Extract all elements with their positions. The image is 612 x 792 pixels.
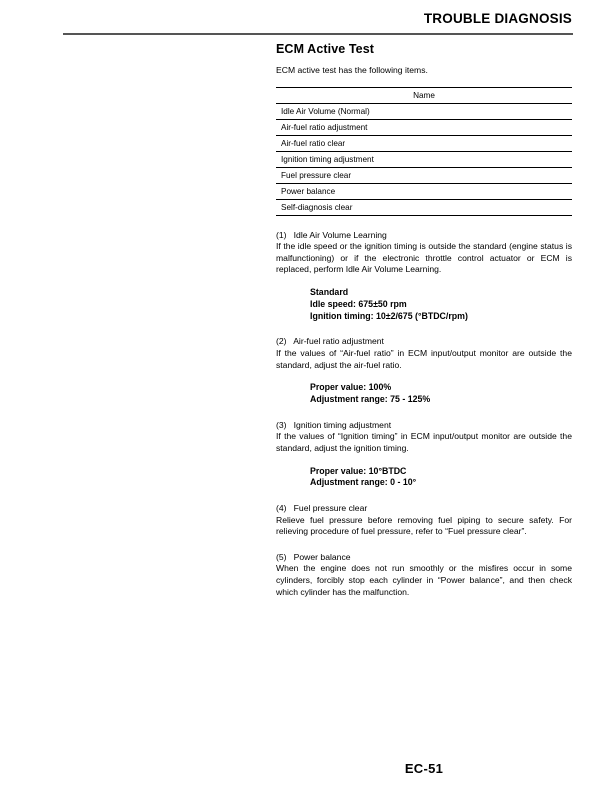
spec-line: Adjustment range: 75 - 125%	[310, 393, 431, 404]
table-cell-item-name: Power balance	[276, 183, 572, 199]
specification-block	[310, 466, 572, 490]
table-row	[276, 183, 572, 199]
procedure-block-1	[276, 230, 572, 323]
procedure-heading: (5) Power balance	[276, 551, 351, 562]
procedure-body-text: If the idle speed or the ignition timing is outside the standard (engine status is malfunctioning) or if the electronic throttle control actuator or ECM is replaced, perform Idle Air Volume Learning.	[276, 241, 572, 275]
page-footer	[276, 760, 572, 778]
spec-line: Adjustment range: 0 - 10°	[310, 477, 417, 488]
table-cell-item-name: Self-diagnosis clear	[276, 199, 572, 215]
active-test-items-table	[276, 87, 572, 216]
procedure-body-text: When the engine does not run smoothly or the misfires occur in some cylinders, forcibly stop each cylinder in “Power balance”, and then check which cylinder has the malfunction.	[276, 563, 572, 597]
running-header	[63, 10, 573, 28]
spec-line: Proper value: 100%	[310, 382, 392, 393]
table-cell-item-name: Air-fuel ratio adjustment	[276, 119, 572, 135]
specification-block	[310, 382, 572, 406]
table-row	[276, 199, 572, 215]
content-column	[276, 42, 572, 598]
section-intro-text: ECM active test has the following items.	[276, 65, 428, 75]
procedure-body-text: If the values of “Ignition timing” in ECM input/output monitor are outside the standard, adjust the ignition timing.	[276, 431, 572, 453]
procedure-body-text: If the values of “Air-fuel ratio” in ECM input/output monitor are outside the standard, adjust the air-fuel ratio.	[276, 347, 572, 370]
spec-line: Proper value: 10°BTDC	[310, 465, 407, 476]
procedure-block-4	[276, 503, 572, 538]
table-cell-item-name: Idle Air Volume (Normal)	[276, 103, 572, 119]
table-row	[276, 103, 572, 119]
table-cell-item-name: Ignition timing adjustment	[276, 151, 572, 167]
page-number: EC-51	[404, 761, 444, 776]
table-cell-item-name: Fuel pressure clear	[276, 167, 572, 183]
procedure-heading: (3) Ignition timing adjustment	[276, 419, 392, 430]
table-cell-item-name: Air-fuel ratio clear	[276, 135, 572, 151]
table-column-header-name: Name	[276, 87, 572, 103]
procedure-body-text: Relieve fuel pressure before removing fuel piping to secure safety. For relieving procedure of fuel pressure, refer to “Fuel pressure clear”.	[276, 514, 572, 537]
table-header-row	[276, 87, 572, 103]
spec-line: Standard	[310, 286, 349, 297]
header-divider-rule	[63, 33, 573, 35]
procedure-block-3	[276, 420, 572, 489]
spec-line: Idle speed: 675±50 rpm	[310, 298, 407, 309]
table-row	[276, 119, 572, 135]
procedure-heading: (1) Idle Air Volume Learning	[276, 229, 387, 240]
procedure-block-2	[276, 336, 572, 405]
section-title: ECM Active Test	[276, 42, 375, 56]
spec-line: Ignition timing: 10±2/675 (°BTDC/rpm)	[310, 310, 468, 321]
procedure-heading: (4) Fuel pressure clear	[276, 503, 368, 514]
table-row	[276, 135, 572, 151]
table-body	[276, 103, 572, 215]
table-row	[276, 167, 572, 183]
procedure-heading: (2) Air-fuel ratio adjustment	[276, 336, 384, 347]
running-header-title: TROUBLE DIAGNOSIS	[423, 11, 572, 26]
procedure-block-5	[276, 552, 572, 598]
specification-block	[310, 287, 572, 322]
table-row	[276, 151, 572, 167]
